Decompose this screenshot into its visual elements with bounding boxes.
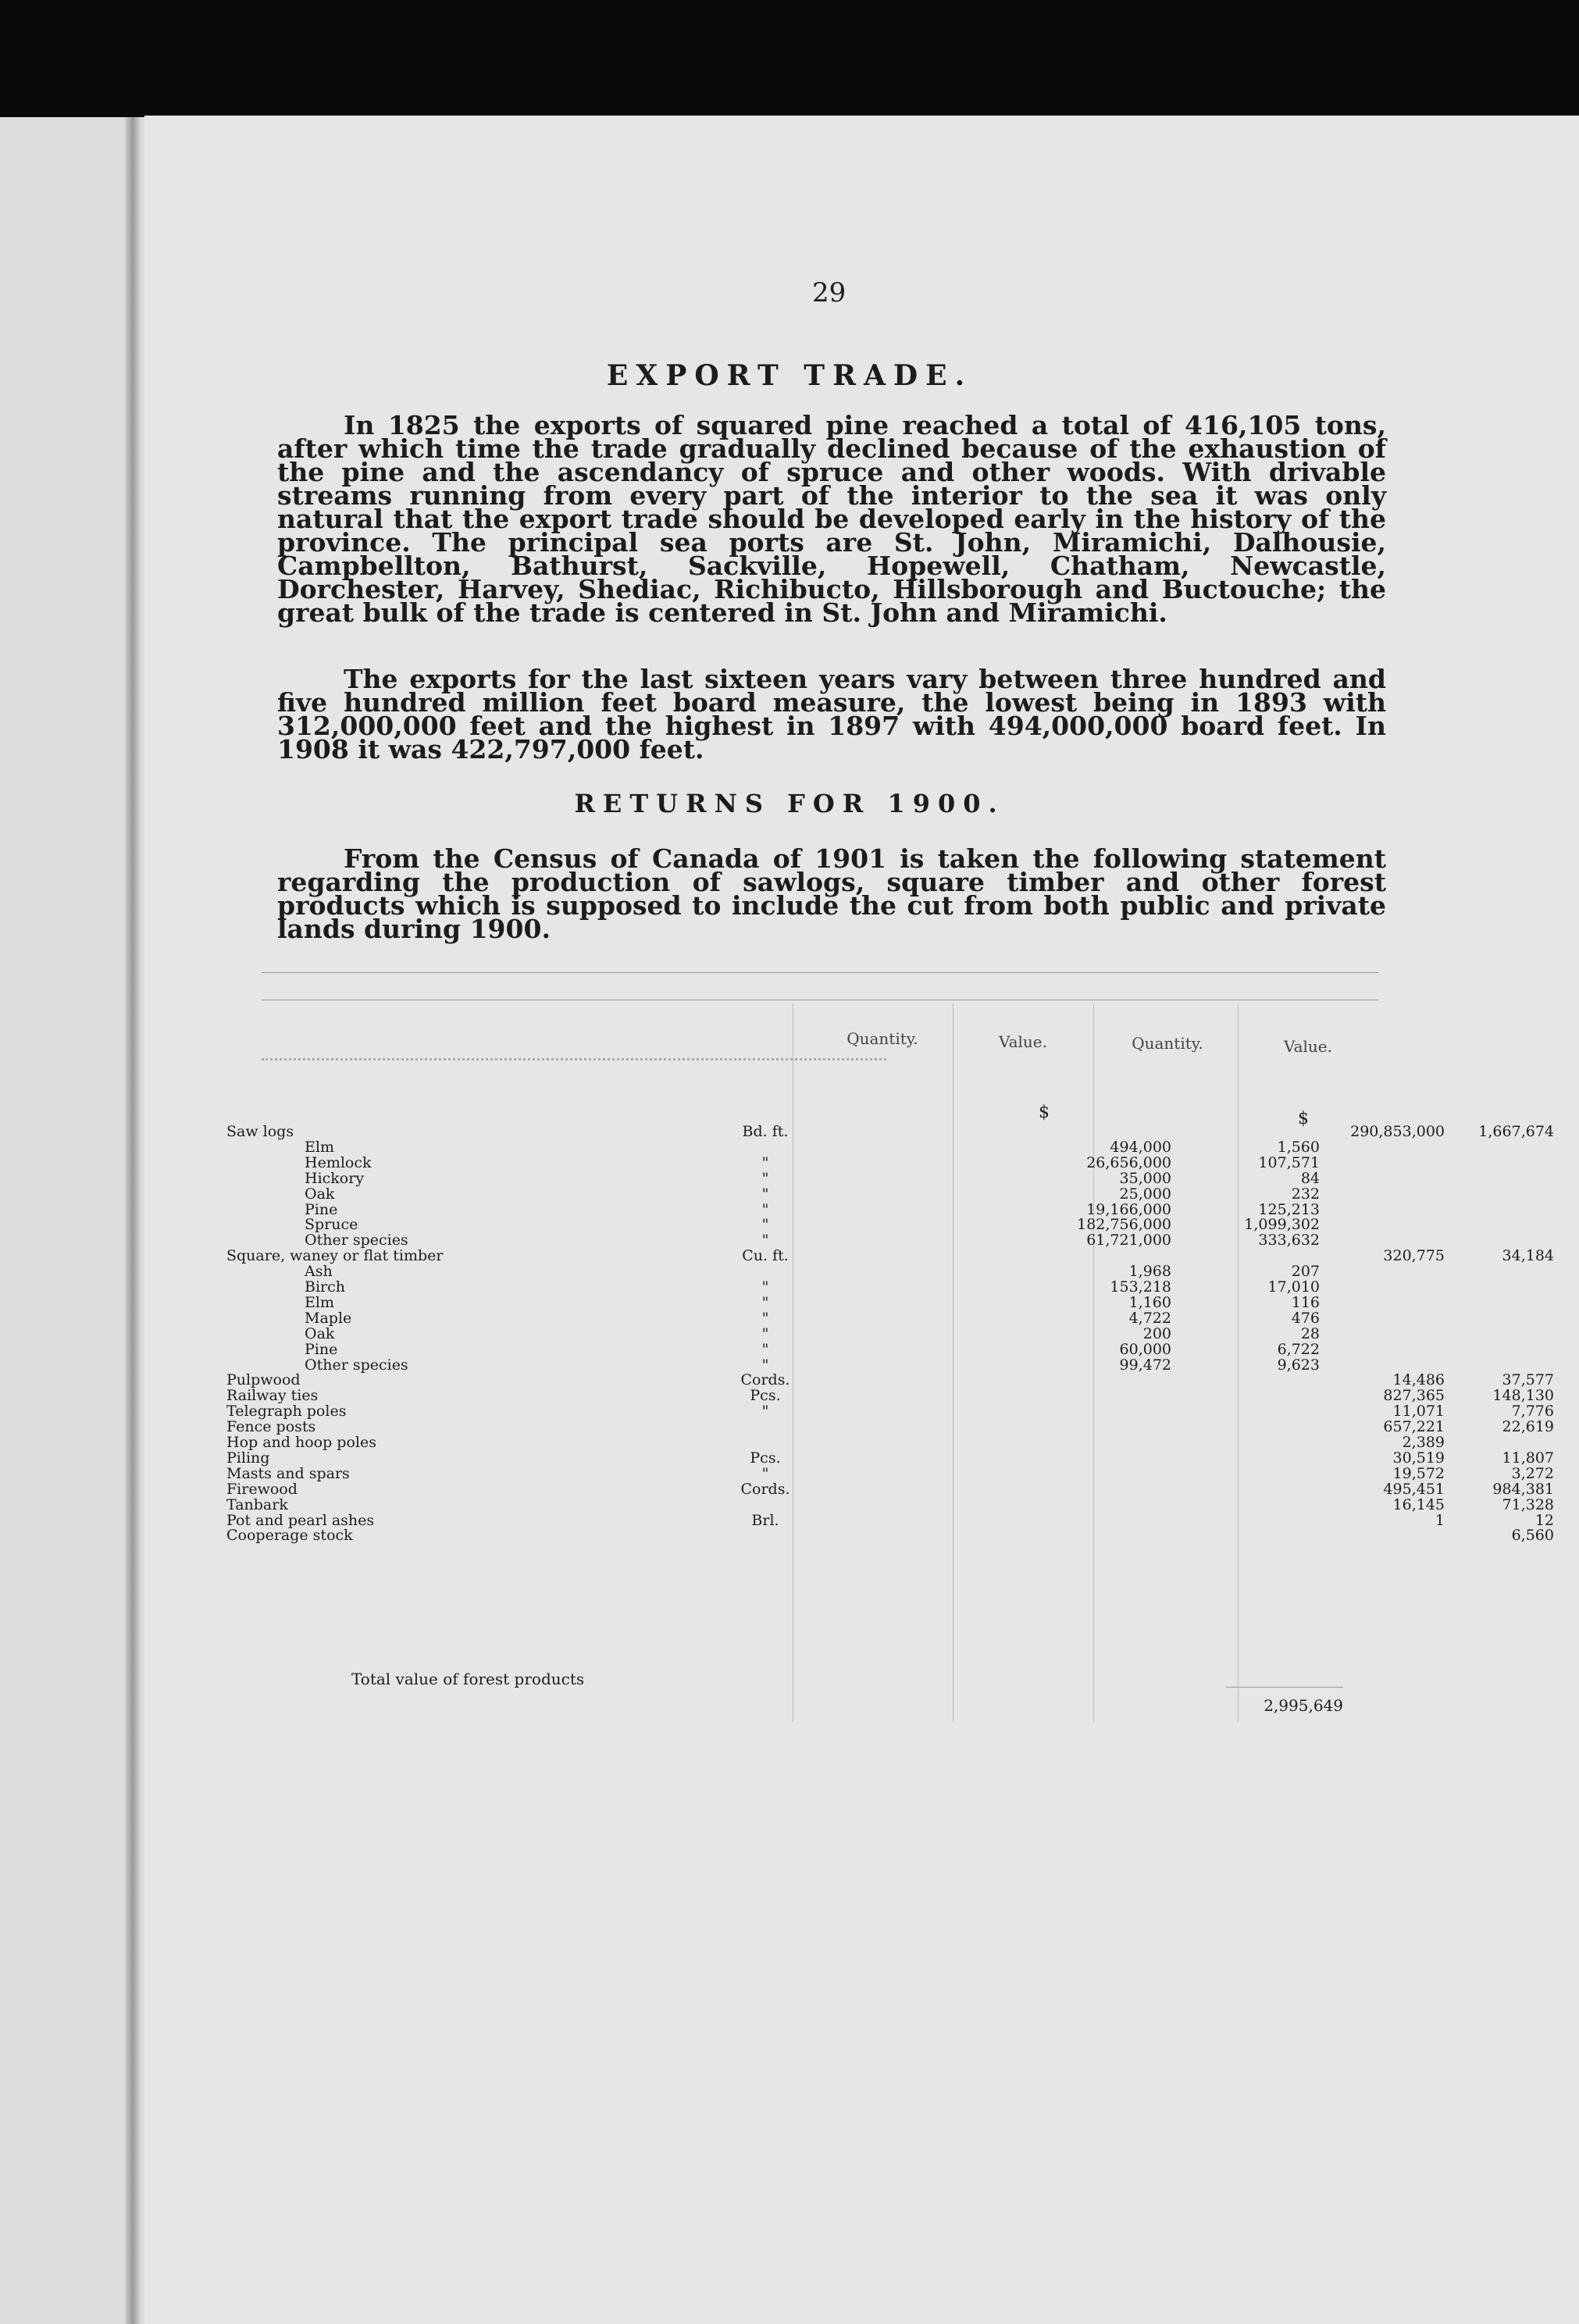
table-top-rule: [262, 972, 1378, 973]
row-unit: Pcs.: [750, 1449, 781, 1467]
returns-paragraph: From the Census of Canada of 1901 is taken the following statement regarding the production of sawlogs, square timber and other forest products which is supposed to include the cut from both public and private lands during 1900.: [277, 843, 1386, 944]
column-header-value-2: Value.: [1283, 1037, 1332, 1056]
row-quantity-1: 61,721,000: [1086, 1232, 1171, 1249]
row-quantity-2: 30,519: [1392, 1449, 1445, 1467]
row-label: Spruce: [305, 1216, 358, 1234]
row-label: Hop and hoop poles: [226, 1434, 376, 1451]
row-quantity-2: 495,451: [1383, 1480, 1445, 1498]
row-quantity-1: 494,000: [1110, 1138, 1171, 1156]
row-unit: ": [761, 1340, 769, 1358]
row-value-1: 9,623: [1277, 1356, 1320, 1374]
row-unit: Brl.: [751, 1511, 779, 1529]
row-unit: ": [761, 1324, 769, 1342]
row-quantity-1: 1,160: [1128, 1293, 1171, 1311]
row-label: Pot and pearl ashes: [226, 1511, 375, 1529]
row-label: Square, waney or flat timber: [226, 1247, 444, 1265]
export-trade-paragraph-2: The exports for the last sixteen years vary between three hundred and five hundred million feet board measure, the lowest being in 1893 with 312,000,000 feet and the highest in 1897 with 494,000,000 board feet. In 1908 it was 422,797,000 feet.: [277, 664, 1386, 765]
row-quantity-1: 99,472: [1119, 1356, 1171, 1374]
row-unit: ": [761, 1169, 769, 1187]
table-row: [226, 1527, 1554, 1545]
table-row: [226, 1264, 1398, 1279]
row-unit: Bd. ft.: [742, 1123, 789, 1140]
row-label: Cooperage stock: [226, 1527, 353, 1545]
row-label: Maple: [305, 1309, 352, 1327]
export-trade-paragraph-1: In 1825 the exports of squared pine reached a total of 416,105 tons, after which time the trade gradually declined because of the exhaustion of the pine and the ascendancy of spruce and other woods. With drivable streams running from every part of the interior to the sea it was only natural that the export trade should be developed early in the history of the province. The principal sea ports are St. John, Miramichi, Dalhousie, Campbellton, Bathurst, Sackville, Hopewell, Chatham, Newcastle, Dorchester, Harvey, Shediac, Richibucto, Hillsborough and Buctouche; the great bulk of the trade is centered in St. John and Miramichi.: [277, 410, 1386, 628]
row-label: Oak: [305, 1324, 335, 1342]
table-row: [226, 1464, 1554, 1482]
row-label: Other species: [305, 1232, 408, 1249]
table-row: [226, 1418, 1554, 1436]
table-row: [226, 1247, 1554, 1265]
table-row: [226, 1342, 1398, 1357]
row-label: Tanbark: [226, 1495, 288, 1513]
row-value-1: 107,571: [1258, 1153, 1320, 1171]
row-label: Other species: [305, 1356, 408, 1374]
row-unit: ": [761, 1232, 769, 1249]
row-label: Firewood: [226, 1480, 298, 1498]
table-row: [226, 1387, 1554, 1405]
total-value: 2,995,649: [1264, 1696, 1343, 1715]
row-label: Elm: [305, 1138, 334, 1156]
currency-symbol-value-1: $: [1039, 1103, 1050, 1122]
row-label: Fence posts: [226, 1418, 316, 1436]
table-row: [226, 1123, 1554, 1140]
row-quantity-2: 1: [1435, 1511, 1445, 1529]
table-row: [226, 1511, 1554, 1529]
row-label: Ash: [305, 1263, 333, 1281]
row-label: Saw logs: [226, 1123, 294, 1140]
row-value-1: 232: [1291, 1185, 1320, 1203]
row-quantity-1: 4,722: [1128, 1309, 1171, 1327]
row-label: Piling: [226, 1449, 270, 1467]
row-value-1: 84: [1300, 1169, 1320, 1187]
table-row: [226, 1449, 1554, 1467]
row-quantity-1: 153,218: [1110, 1278, 1171, 1296]
table-row: [226, 1434, 1445, 1451]
table-row: [226, 1324, 1398, 1342]
row-unit: Cords.: [740, 1480, 790, 1498]
row-value-2: 12: [1534, 1511, 1554, 1529]
row-label: Elm: [305, 1293, 334, 1311]
row-quantity-2: 320,775: [1383, 1247, 1445, 1265]
row-unit: ": [761, 1200, 769, 1218]
row-value-1: 333,632: [1258, 1232, 1320, 1249]
row-unit: Cu. ft.: [742, 1247, 789, 1265]
row-value-2: 22,619: [1502, 1418, 1554, 1436]
table-row: [226, 1358, 1398, 1373]
row-unit: Pcs.: [750, 1387, 781, 1405]
row-quantity-2: 16,145: [1392, 1495, 1445, 1513]
table-row: [226, 1293, 1398, 1311]
row-quantity-2: 827,365: [1383, 1387, 1445, 1405]
row-unit: ": [761, 1356, 769, 1374]
row-quantity-1: 1,968: [1128, 1263, 1171, 1281]
row-value-2: 34,184: [1502, 1247, 1554, 1265]
row-label: Oak: [305, 1185, 335, 1203]
row-quantity-1: 182,756,000: [1077, 1216, 1171, 1234]
page-number: 29: [812, 277, 847, 308]
row-unit: Cords.: [740, 1371, 790, 1389]
table-row: [226, 1403, 1554, 1420]
row-label: Hemlock: [305, 1153, 372, 1171]
row-label: Railway ties: [226, 1387, 319, 1405]
row-quantity-2: 290,853,000: [1350, 1123, 1445, 1140]
row-quantity-2: 19,572: [1392, 1464, 1445, 1482]
row-value-1: 476: [1291, 1309, 1320, 1327]
row-unit: ": [761, 1293, 769, 1311]
row-value-2: 984,381: [1492, 1480, 1554, 1498]
row-unit: ": [761, 1153, 769, 1171]
row-value-1: 28: [1300, 1324, 1320, 1342]
row-quantity-1: 26,656,000: [1086, 1153, 1171, 1171]
column-header-value-1: Value.: [998, 1032, 1047, 1051]
row-unit: ": [761, 1185, 769, 1203]
row-quantity-1: 35,000: [1119, 1169, 1171, 1187]
row-value-1: 207: [1291, 1263, 1320, 1281]
row-quantity-1: 25,000: [1119, 1185, 1171, 1203]
table-row: [226, 1480, 1554, 1498]
row-label: Pulpwood: [226, 1371, 301, 1389]
row-value-1: 116: [1291, 1293, 1320, 1311]
row-label: Hickory: [305, 1169, 365, 1187]
row-unit: ": [761, 1216, 769, 1234]
row-value-1: 17,010: [1267, 1278, 1320, 1296]
row-unit: ": [761, 1278, 769, 1296]
row-value-2: 3,272: [1511, 1464, 1554, 1482]
row-unit: ": [761, 1403, 769, 1420]
returns-heading: RETURNS FOR 1900.: [574, 789, 1005, 818]
row-quantity-2: 657,221: [1383, 1418, 1445, 1436]
row-label: Telegraph poles: [226, 1403, 347, 1420]
row-value-2: 1,667,674: [1478, 1123, 1554, 1140]
table-row: [226, 1140, 1398, 1155]
table-row: [226, 1153, 1398, 1171]
currency-symbol-value-2: $: [1298, 1109, 1309, 1128]
table-row: [226, 1233, 1398, 1248]
table-row: [226, 1171, 1398, 1186]
table-row: [226, 1280, 1398, 1295]
row-value-2: 148,130: [1492, 1387, 1554, 1405]
row-value-1: 1,560: [1277, 1138, 1320, 1156]
row-quantity-2: 2,389: [1402, 1434, 1445, 1451]
page-gutter: [125, 117, 141, 2324]
row-value-1: 125,213: [1258, 1200, 1320, 1218]
total-label: Total value of forest products: [351, 1670, 585, 1688]
row-quantity-2: 11,071: [1392, 1403, 1445, 1420]
row-value-1: 1,099,302: [1244, 1216, 1320, 1234]
row-quantity-1: 200: [1142, 1324, 1171, 1342]
row-unit: ": [761, 1309, 769, 1327]
row-value-2: 71,328: [1502, 1495, 1554, 1513]
row-quantity-2: 14,486: [1392, 1371, 1445, 1389]
table-row: [226, 1495, 1554, 1513]
row-unit: ": [761, 1464, 769, 1482]
row-label: Pine: [305, 1340, 338, 1358]
table-row: [226, 1371, 1554, 1389]
row-label: Birch: [305, 1278, 345, 1296]
export-trade-heading: EXPORT TRADE.: [606, 359, 973, 392]
row-label: Pine: [305, 1200, 338, 1218]
table-row: [226, 1187, 1398, 1202]
table-row: [226, 1200, 1398, 1218]
row-quantity-1: 60,000: [1119, 1340, 1171, 1358]
facing-page: [0, 117, 144, 2324]
column-header-quantity-1: Quantity.: [847, 1029, 918, 1048]
row-value-2: 11,807: [1502, 1449, 1554, 1467]
column-header-quantity-2: Quantity.: [1132, 1034, 1203, 1053]
table-row: [226, 1217, 1398, 1232]
row-quantity-1: 19,166,000: [1086, 1200, 1171, 1218]
row-label: Masts and spars: [226, 1464, 350, 1482]
row-value-2: 7,776: [1511, 1403, 1554, 1420]
row-value-1: 6,722: [1277, 1340, 1320, 1358]
table-row: [226, 1311, 1398, 1326]
row-value-2: 6,560: [1511, 1527, 1554, 1545]
row-value-2: 37,577: [1502, 1371, 1554, 1389]
total-rule: [1226, 1687, 1343, 1688]
